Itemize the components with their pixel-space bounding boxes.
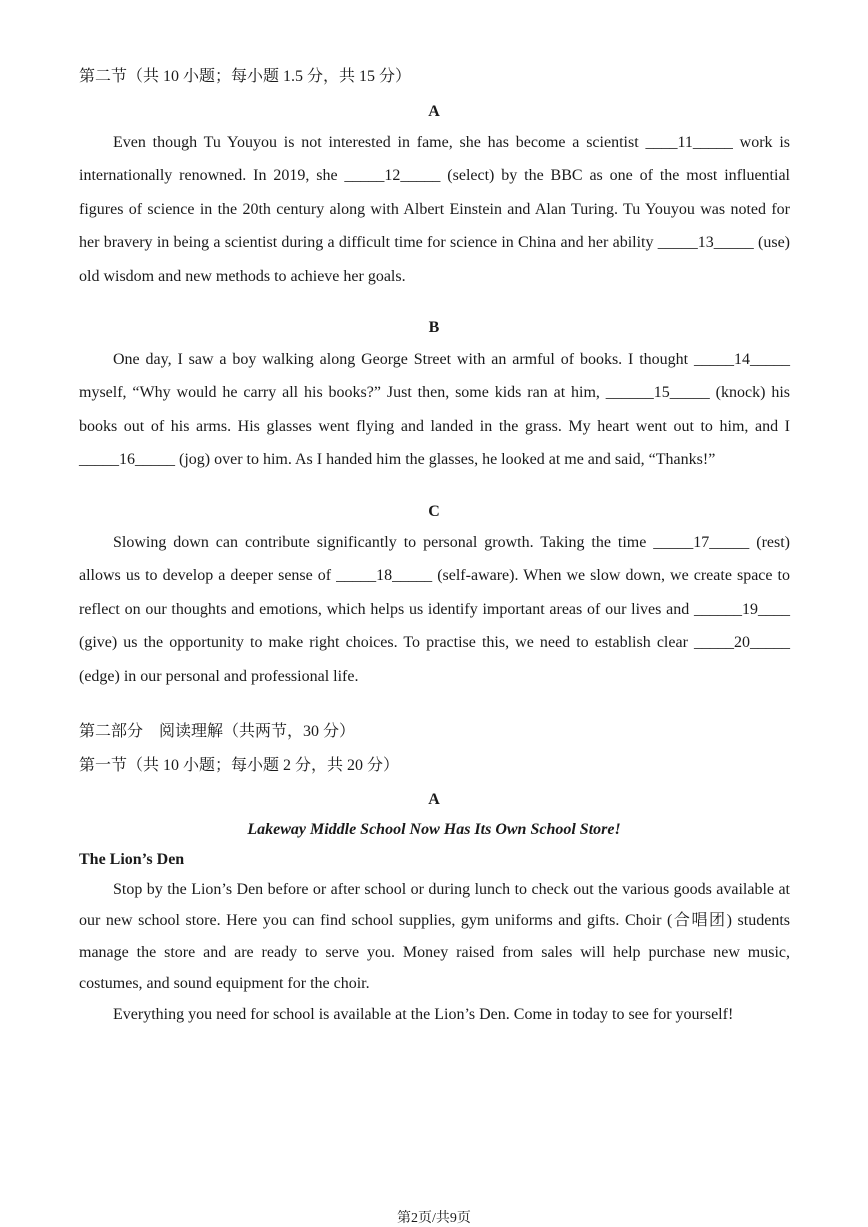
page-footer: 第2页/共9页 xyxy=(397,1211,471,1226)
reading-a-title: Lakeway Middle School Now Has Its Own School Store! xyxy=(247,821,621,838)
reading-a-label: A xyxy=(428,791,440,808)
passage-b-text xyxy=(79,343,790,477)
passage-b-label: B xyxy=(428,319,440,336)
reading-a-para1-body: Stop by the Lion’s Den before or after school or during lunch to check out the various goods available at our new school store. Here you can find school supplies, gym uniforms and gifts. Choir (合唱团) students manage the store and are ready to serve you. Money raised from sales will help purchase new music, costumes, and sound equipment for the choir. xyxy=(79,881,790,992)
passage-c-text xyxy=(79,526,790,693)
passage-b-body: One day, I saw a boy walking along George Street with an armful of books. I thought _____14_____ myself, “Why would he carry all his books?” Just then, some kids ran at him, ______15_____ (knock) his books out of his arms. His glasses went flying and landed in the grass. My heart went out to him, and I _____16_____ (jog) over to him. As I handed him the glasses, he looked at me and said, “Thanks!” xyxy=(79,351,790,469)
section-heading: 第二节（共 10 小题；每小题 1.5 分，共 15 分） xyxy=(79,68,412,85)
passage-c-body: Slowing down can contribute significantly to personal growth. Taking the time _____17_____ (rest) allows us to develop a deeper sense of _____18_____ (self-aware). When we slow down, we create space to reflect on our thoughts and emotions, which helps us identify important areas of our lives and ______19____ (give) us the opportunity to make right choices. To practise this, we need to establish clear _____20_____ (edge) in our personal and professional life. xyxy=(79,534,790,685)
reading-a-subtitle: The Lion’s Den xyxy=(79,851,185,868)
passage-a-body: Even though Tu Youyou is not interested in fame, she has become a scientist ____11_____ work is internationally renowned. In 2019, she _____12_____ (select) by the BBC as one of the most influential figures of science in the 20th century along with Albert Einstein and Alan Turing. Tu Youyou was noted for her bravery in being a scientist during a difficult time for science in China and her ability _____13_____ (use) old wisdom and new methods to achieve her goals. xyxy=(79,134,790,285)
passage-a-text xyxy=(79,126,790,293)
passage-a-label: A xyxy=(428,103,440,120)
reading-a-para2 xyxy=(79,999,790,1030)
reading-a-para1 xyxy=(79,874,790,999)
reading-a-para2-body: Everything you need for school is available at the Lion’s Den. Come in today to see for yourself! xyxy=(113,1006,734,1023)
part-heading: 第二部分 阅读理解（共两节，30 分） xyxy=(79,723,356,740)
passage-c-label: C xyxy=(428,503,440,520)
section-heading-2: 第一节（共 10 小题；每小题 2 分，共 20 分） xyxy=(79,757,400,774)
